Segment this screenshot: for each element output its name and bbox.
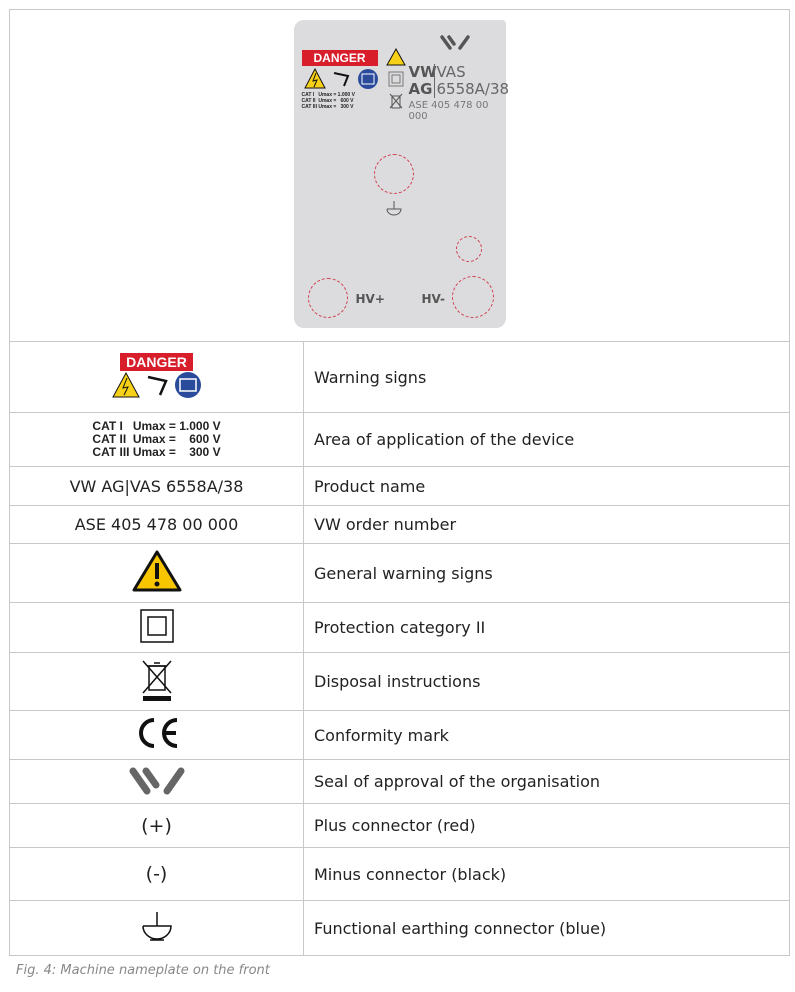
warning-icons [112,371,202,399]
row-description: Plus connector (red) [304,804,790,848]
row-description: Minus connector (black) [304,848,790,901]
danger-label: DANGER [302,50,378,66]
vas-text: VAS [436,62,466,81]
table-row [10,506,790,544]
figure-caption: Fig. 4: Machine nameplate on the front [16,963,270,978]
symbols-column [386,48,406,114]
ce-mark-icon [134,717,180,749]
table-row [10,342,790,413]
approval-seal-icon [129,765,185,795]
nameplate-image-cell [10,10,790,342]
warning-icons [304,68,382,90]
hv-plus-socket [308,278,348,318]
danger-label: DANGER [120,353,193,371]
row-description: General warning signs [304,544,790,603]
row-description: Warning signs [304,342,790,413]
order-number: ASE 405 478 00 000 [408,99,489,122]
earth-socket [374,154,414,194]
row-description: Functional earthing connector (blue) [304,901,790,956]
product-name-value: VW AG|VAS 6558A/38 [10,467,304,506]
hv-minus-socket [452,276,494,318]
small-socket [456,236,482,262]
ag-text: AG [408,79,433,98]
vw-text: VW [408,62,437,81]
table-row [10,413,790,467]
cat-line: CAT III Umax = 300 V [92,444,221,459]
cat-line: CAT II Umax = 600 V [92,431,221,446]
cat-line: CAT I Umax = 1.000 V [301,91,355,98]
table-row [10,804,790,848]
table-row [10,901,790,956]
earth-icon [385,200,403,216]
cat-line: CAT I Umax = 1.000 V [92,418,221,433]
hv-minus-label: HV- [421,291,445,306]
cat-line: CAT II Umax = 600 V [301,97,354,104]
minus-connector-symbol: (-) [10,848,304,901]
table-row [10,467,790,506]
table-row [10,603,790,653]
row-description: VW order number [304,506,790,544]
row-description: Disposal instructions [304,653,790,711]
row-description: Conformity mark [304,711,790,760]
model-text: 6558A/38 [436,79,510,98]
cat-line: CAT III Umax = 300 V [301,103,354,110]
table-row [10,848,790,901]
row-description: Protection category II [304,603,790,653]
crossed-bin-icon [140,658,174,702]
cat-ratings [92,420,220,459]
row-description: Product name [304,467,790,506]
nameplate-image [294,20,510,328]
protection-class-ii-icon [140,609,174,643]
hv-plus-label: HV+ [355,291,385,306]
order-number-value: ASE 405 478 00 000 [10,506,304,544]
row-description: Seal of approval of the organisation [304,760,790,804]
table-row [10,544,790,603]
earth-icon [140,910,174,942]
approval-seal-icon [440,34,470,50]
table-row [10,653,790,711]
nameplate-table [9,9,790,956]
table-row [10,711,790,760]
row-description: Area of application of the device [304,413,790,467]
plus-connector-symbol: (+) [10,804,304,848]
table-row [10,760,790,804]
warning-triangle-icon [132,549,182,593]
